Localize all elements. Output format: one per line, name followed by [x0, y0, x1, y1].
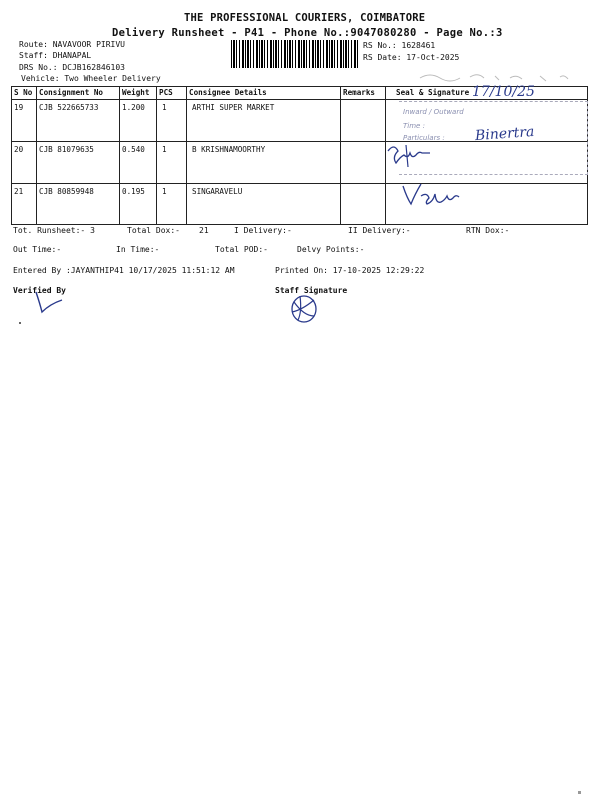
tot-runsheet: Tot. Runsheet:- 3 [13, 226, 95, 235]
total-dox-label: Total Dox:- [127, 226, 180, 235]
speck-mark [578, 791, 581, 794]
row-pcs: 1 [157, 142, 187, 184]
stamp-line-time: Time : [403, 122, 425, 130]
signature-row-21 [399, 180, 469, 210]
row-consignment: CJB 80859948 [37, 184, 120, 225]
signature-row-20 [384, 141, 434, 171]
staff-signature-label: Staff Signature [275, 286, 348, 295]
col-sno: S No [12, 87, 37, 100]
verified-signature [30, 290, 70, 316]
row-remarks [341, 100, 386, 142]
i-delivery: I Delivery:- [234, 226, 292, 235]
table-row [12, 184, 588, 225]
row-sno: 20 [12, 142, 37, 184]
col-pcs: PCS [157, 87, 187, 100]
row-weight: 0.540 [120, 142, 157, 184]
row-consignee: ARTHI SUPER MARKET [187, 100, 341, 142]
drs-number: DRS No.: DCJB162846103 [19, 63, 125, 72]
company-title: THE PROFESSIONAL COURIERS, COIMBATORE [184, 12, 426, 24]
handwritten-name: Binertra [474, 123, 535, 145]
row-consignment: CJB 522665733 [37, 100, 120, 142]
stamp-line-particulars: Particulars : [403, 134, 445, 142]
total-dox-value: 21 [199, 226, 209, 235]
printed-on: Printed On: 17-10-2025 12:29:22 [275, 266, 425, 275]
ii-delivery: II Delivery:- [348, 226, 411, 235]
col-consignee: Consignee Details [187, 87, 341, 100]
total-pod: Total POD:- [215, 245, 268, 254]
rs-number: RS No.: 1628461 [363, 41, 436, 50]
verified-by-label: Verified By [13, 286, 66, 295]
col-seal-signature: Seal & Signature [386, 87, 588, 100]
row-sno: 19 [12, 100, 37, 142]
route-label: Route: NAVAVOOR PIRIVU [19, 40, 125, 49]
in-time: In Time:- [116, 245, 160, 254]
rtn-dox: RTN Dox:- [466, 226, 510, 235]
row-pcs: 1 [157, 100, 187, 142]
staff-label: Staff: DHANAPAL [19, 51, 92, 60]
row-weight: 1.200 [120, 100, 157, 142]
row-sno: 21 [12, 184, 37, 225]
speck-mark [19, 322, 21, 324]
row-consignee: B KRISHNAMOORTHY [187, 142, 341, 184]
row-remarks [341, 142, 386, 184]
vehicle-label: Vehicle: Two Wheeler Delivery [21, 74, 161, 83]
delvy-points: Delvy Points:- [297, 245, 365, 254]
col-weight: Weight [120, 87, 157, 100]
col-remarks: Remarks [341, 87, 386, 100]
row-pcs: 1 [157, 184, 187, 225]
col-consignment: Consignment No [37, 87, 120, 100]
rs-date: RS Date: 17-Oct-2025 [363, 53, 460, 62]
row-consignee: SINGARAVELU [187, 184, 341, 225]
row-consignment: CJB 81079635 [37, 142, 120, 184]
row-weight: 0.195 [120, 184, 157, 225]
barcode-image [231, 40, 359, 68]
handwritten-date: 17/10/25 [472, 84, 535, 100]
staff-signature-mark [286, 290, 326, 330]
faint-ink-marks [415, 70, 575, 84]
stamp-line-inward: Inward / Outward [403, 108, 464, 116]
row-remarks [341, 184, 386, 225]
runsheet-heading: Delivery Runsheet - P41 - Phone No.:9047080280 - Page No.:3 [112, 27, 503, 39]
out-time: Out Time:- [13, 245, 62, 254]
entered-by: Entered By :JAYANTHIP41 10/17/2025 11:51:12 AM [13, 266, 235, 275]
